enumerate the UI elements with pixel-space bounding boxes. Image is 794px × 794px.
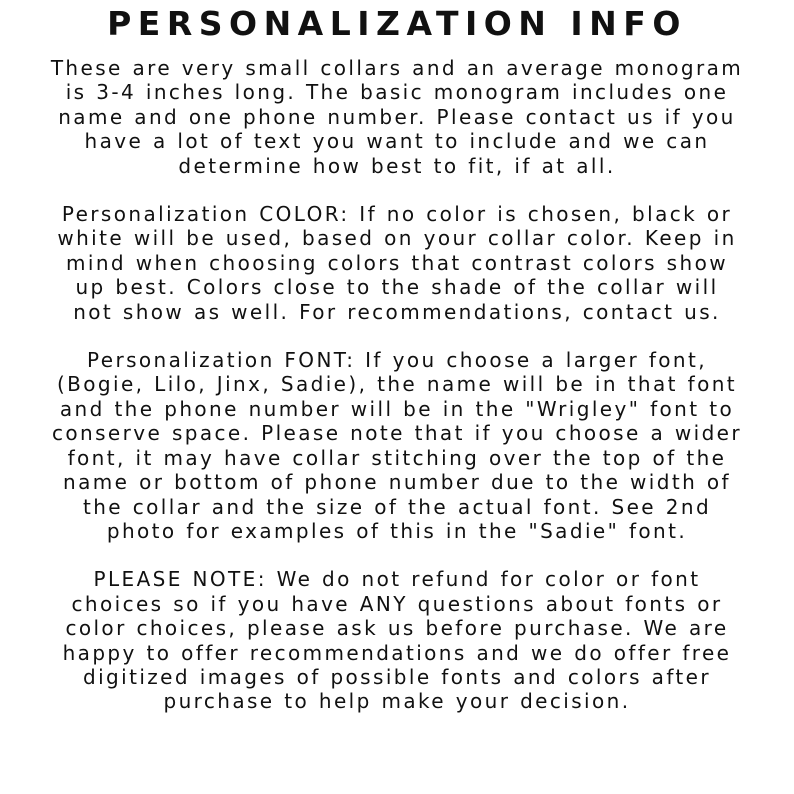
text-line: not show as well. For recommendations, contact us. (73, 299, 721, 324)
paragraph-size-info (10, 56, 784, 178)
page-title: PERSONALIZATION INFO (107, 4, 687, 43)
text-line: happy to offer recommendations and we do offer free (62, 640, 732, 665)
text-line: white will be used, based on your collar color. Keep in (57, 226, 737, 251)
text-line: the collar and the size of the actual font. See 2nd (82, 494, 712, 519)
paragraph-font-info (10, 348, 784, 543)
text-line: conserve space. Please note that if you choose a wider (51, 421, 743, 446)
text-line: digitized images of possible fonts and colors after (82, 664, 711, 689)
paragraph-color-info (10, 202, 784, 324)
paragraph-please-note (10, 567, 784, 713)
text-line: Personalization COLOR: If no color is chosen, black or (61, 202, 733, 227)
text-line: font, it may have collar stitching over the top of the (67, 445, 727, 470)
text-line: have a lot of text you want to include and we can (84, 129, 710, 154)
text-line: Personalization FONT: If you choose a larger font, (87, 348, 707, 373)
text-line: choices so if you have ANY questions about fonts or (71, 591, 723, 616)
text-line: is 3-4 inches long. The basic monogram includes one (65, 80, 729, 105)
text-line: (Bogie, Lilo, Jinx, Sadie), the name will be in that font (56, 372, 738, 397)
text-line: name and one phone number. Please contact us if you (58, 104, 736, 129)
text-line: These are very small collars and an average monogram (50, 56, 744, 80)
text-line: up best. Colors close to the shade of the collar will (75, 275, 719, 300)
text-line: and the phone number will be in the "Wrigley" font to (59, 396, 735, 421)
text-line: photo for examples of this in the "Sadie" font. (106, 518, 688, 543)
text-line: purchase to help make your decision. (163, 689, 631, 714)
text-line: color choices, please ask us before purchase. We are (65, 616, 729, 641)
text-line: name or bottom of phone number due to the width of (63, 470, 731, 495)
text-line: mind when choosing colors that contrast colors show (66, 250, 728, 275)
text-line: determine how best to fit, if at all. (178, 153, 616, 178)
text-line: PLEASE NOTE: We do not refund for color or font (93, 567, 701, 592)
